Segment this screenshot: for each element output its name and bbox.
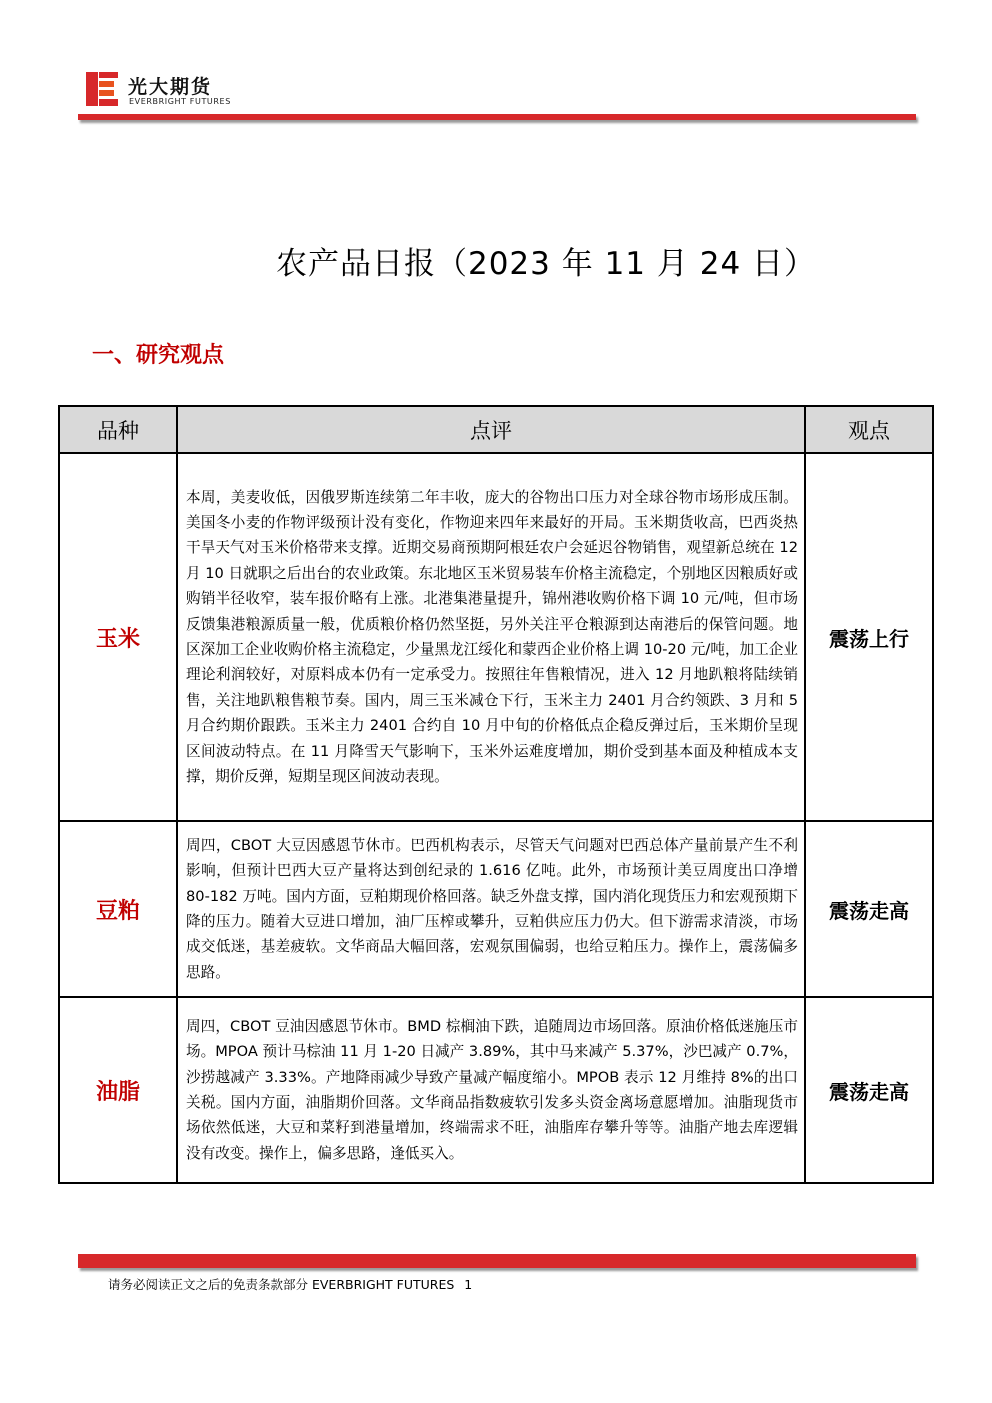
everbright-logo-icon bbox=[86, 72, 118, 106]
page-number: 1 bbox=[464, 1277, 473, 1292]
row-kind: 油脂 bbox=[59, 997, 177, 1183]
header-divider bbox=[78, 114, 916, 120]
logo-chinese-name: 光大期货 bbox=[128, 76, 213, 98]
footer bbox=[108, 1275, 472, 1293]
report-title: 农产品日报（2023 年 11 月 24 日） bbox=[275, 246, 817, 282]
section-heading: 一、研究观点 bbox=[92, 343, 225, 368]
logo-english-name: EVERBRIGHT FUTURES bbox=[129, 97, 231, 106]
footer-divider bbox=[78, 1254, 916, 1268]
row-comment: 本周，美麦收低，因俄罗斯连续第二年丰收，庞大的谷物出口压力对全球谷物市场形成压制。美国冬小麦的作物评级预计没有变化，作物迎来四年来最好的开局。玉米期货收高，巴西炎热干旱天气对玉米价格带来支撑。近期交易商预期阿根廷农户会延迟谷物销售，观望新总统在 12 月 10 日就职之后出台的农业政策。东北地区玉米贸易装车价格主流稳定，个别地区因粮质好或购销半径收窄，装车报价略有上涨。北港集港量提升，锦州港收购价格下调 10 元/吨，但市场反馈集港粮源质量一般，优质粮价格仍然坚挺，另外关注平仓粮源到达南港后的保管问题。地区深加工企业收购价格主流稳定，少量黑龙江绥化和蒙西企业价格上调 10-20 元/吨，加工企业理论利润较好，对原料成本仍有一定承受力。按照往年售粮情况，进入 12 月地趴粮将陆续销售，关注地趴粮售粮节奏。国内，周三玉米减仓下行，玉米主力 2401 月合约领跌、3 月和 5 月合约期价跟跌。玉米主力 2401 合约自 10 月中旬的价格低点企稳反弹过后，玉米期价呈现区间波动特点。在 11 月降雪天气影响下，玉米外运难度增加，期价受到基本面及种植成本支撑，期价反弹，短期呈现区间波动表现。 bbox=[177, 453, 805, 821]
footer-disclaimer: 请务必阅读正文之后的免责条款部分 EVERBRIGHT FUTURES bbox=[108, 1277, 455, 1292]
table-row bbox=[59, 453, 933, 821]
row-comment: 周四，CBOT 豆油因感恩节休市。BMD 棕榈油下跌，追随周边市场回落。原油价格低迷施压市场。MPOA 预计马棕油 11 月 1-20 日减产 3.89%，其中马来减产 5.37%，沙巴减产 0.7%，沙捞越减产 3.33%。产地降雨减少导致产量减产幅度缩小。MPOB 表示 12 月维持 8%的出口关税。国内方面，油脂期价回落。文华商品指数疲软引发多头资金离场意愿增加。油脂现货市场依然低迷，大豆和菜籽到港量增加，终端需求不旺，油脂库存攀升等等。油脂产地去库逻辑没有改变。操作上，偏多思路，逢低买入。 bbox=[177, 997, 805, 1183]
row-view: 震荡上行 bbox=[805, 453, 933, 821]
row-view: 震荡走高 bbox=[805, 821, 933, 997]
research-view-table bbox=[58, 405, 934, 1184]
row-comment: 周四，CBOT 大豆因感恩节休市。巴西机构表示，尽管天气问题对巴西总体产量前景产生不利影响，但预计巴西大豆产量将达到创纪录的 1.616 亿吨。此外，市场预计美豆周度出口净增 80-182 万吨。国内方面，豆粕期现价格回落。缺乏外盘支撑，国内消化现货压力和宏观预期下降的压力。随着大豆进口增加，油厂压榨或攀升，豆粕供应压力仍大。但下游需求清淡，市场成交低迷，基差疲软。文华商品大幅回落，宏观氛围偏弱，也给豆粕压力。操作上，震荡偏多思路。 bbox=[177, 821, 805, 997]
table-row bbox=[59, 997, 933, 1183]
table-row bbox=[59, 821, 933, 997]
header-comment: 点评 bbox=[177, 406, 805, 453]
row-kind: 玉米 bbox=[59, 453, 177, 821]
table-header-row bbox=[59, 406, 933, 453]
company-logo bbox=[86, 70, 236, 110]
row-kind: 豆粕 bbox=[59, 821, 177, 997]
header-view: 观点 bbox=[805, 406, 933, 453]
header-kind: 品种 bbox=[59, 406, 177, 453]
row-view: 震荡走高 bbox=[805, 997, 933, 1183]
